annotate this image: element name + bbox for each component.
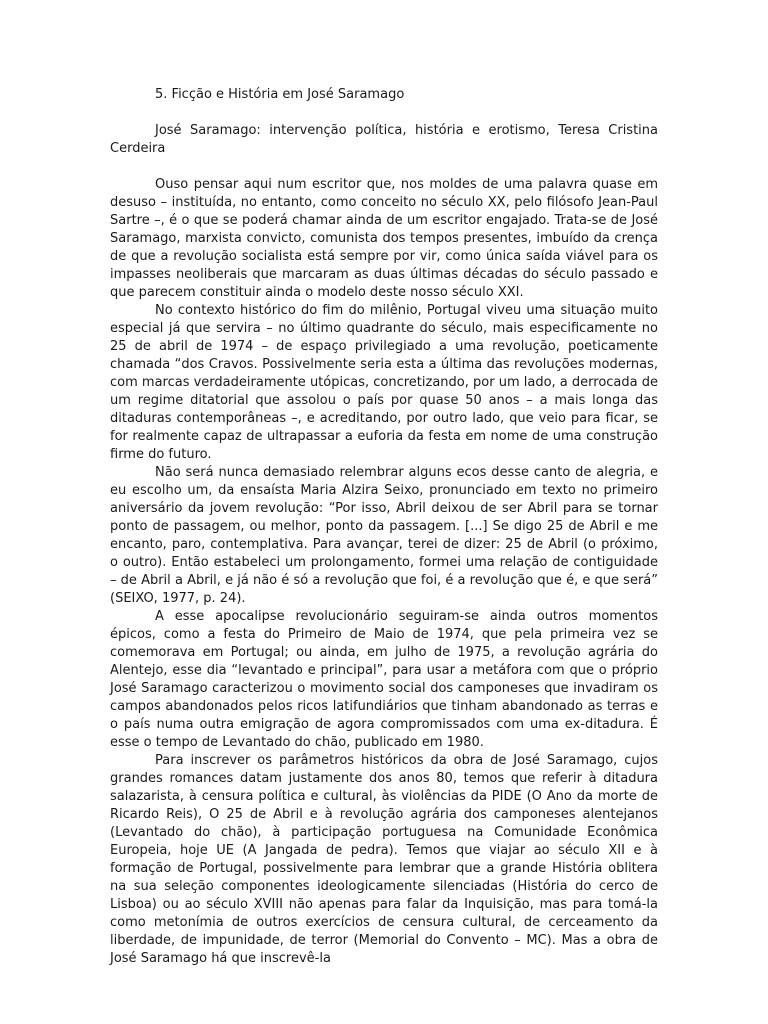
- reference-line: José Saramago: intervenção política, história e erotismo, Teresa Cristina Cerdeira: [110, 123, 658, 156]
- paragraph-4: A esse apocalipse revolucionário seguiram-se ainda outros momentos épicos, como a festa do Primeiro de Maio de 1974, que pela primeira vez se comemorava em Portugal; ou ainda, em julho de 1975, a revolução agrária do Alentejo, esse dia “levantado e principal”, para usar a metáfora com que o próprio José Saramago caracterizou o movimento social dos camponeses que invadiram os campos abandonados pelos ricos latifundiários que tinham abandonado as terras e o país numa outra emigração de agora compromissados com uma ex-ditadura. É esse o tempo de Levantado do chão, publicado em 1980.: [110, 609, 658, 750]
- section-heading: 5. Ficção e História em José Saramago: [155, 87, 405, 102]
- paragraph-2: No contexto histórico do fim do milênio, Portugal viveu uma situação muito especial já que servira – no último quadrante do século, mais especificamente no 25 de abril de 1974 – de espaço privilegiado a uma revolução, poeticamente chamada “dos Cravos. Possivelmente seria esta a última das revoluções modernas, com marcas verdadeiramente utópicas, concretizando, por um lado, a derrocada de um regime ditatorial que assolou o país por quase 50 anos – a mais longa das ditaduras contemporâneas –, e acreditando, por outro lado, que veio para ficar, se for realmente capaz de ultrapassar a euforia da festa em nome de uma construção firme do futuro.: [110, 303, 658, 462]
- paragraph-3: Não será nunca demasiado relembrar alguns ecos desse canto de alegria, e eu escolho um, da ensaísta Maria Alzira Seixo, pronunciado em texto no primeiro aniversário da jovem revolução: “Por isso, Abril deixou de ser Abril para se tornar ponto de passagem, ou melhor, ponto da passagem. [...] Se digo 25 de Abril e me encanto, paro, contemplativa. Para avançar, terei de dizer: 25 de Abril (o próximo, o outro). Então estabeleci um prolongamento, formei uma relação de contiguidade – de Abril a Abril, e já não é só a revolução que foi, é a revolução que é, e que será” (SEIXO, 1977, p. 24).: [110, 465, 658, 606]
- paragraph-1: Ouso pensar aqui num escritor que, nos moldes de uma palavra quase em desuso – instituída, no entanto, como conceito no século XX, pelo filósofo Jean-Paul Sartre –, é o que se poderá chamar ainda de um escritor engajado. Trata-se de José Saramago, marxista convicto, comunista dos tempos presentes, imbuído da crença de que a revolução socialista está sempre por vir, como única saída viável para os impasses neoliberais que marcaram as duas últimas décadas do século passado e que parecem constituir ainda o modelo deste nosso século XXI.: [110, 177, 658, 300]
- paragraph-5: Para inscrever os parâmetros históricos da obra de José Saramago, cujos grandes romances datam justamente dos anos 80, temos que referir à ditadura salazarista, à censura política e cultural, às violências da PIDE (O Ano da morte de Ricardo Reis), O 25 de Abril e à revolução agrária dos camponeses alentejanos (Levantado do chão), à participação portuguesa na Comunidade Econômica Europeia, hoje UE (A Jangada de pedra). Temos que viajar ao século XII e à formação de Portugal, possivelmente para lembrar que a grande História oblitera na sua seleção componentes ideologicamente silenciadas (História do cerco de Lisboa) ou ao século XVIII não apenas para falar da Inquisição, mas para tomá-la como metonímia de outros exercícios de censura cultural, de cerceamento da liberdade, de impunidade, de terror (Memorial do Convento – MC). Mas a obra de José Saramago há que inscrevê-la: [110, 753, 658, 966]
